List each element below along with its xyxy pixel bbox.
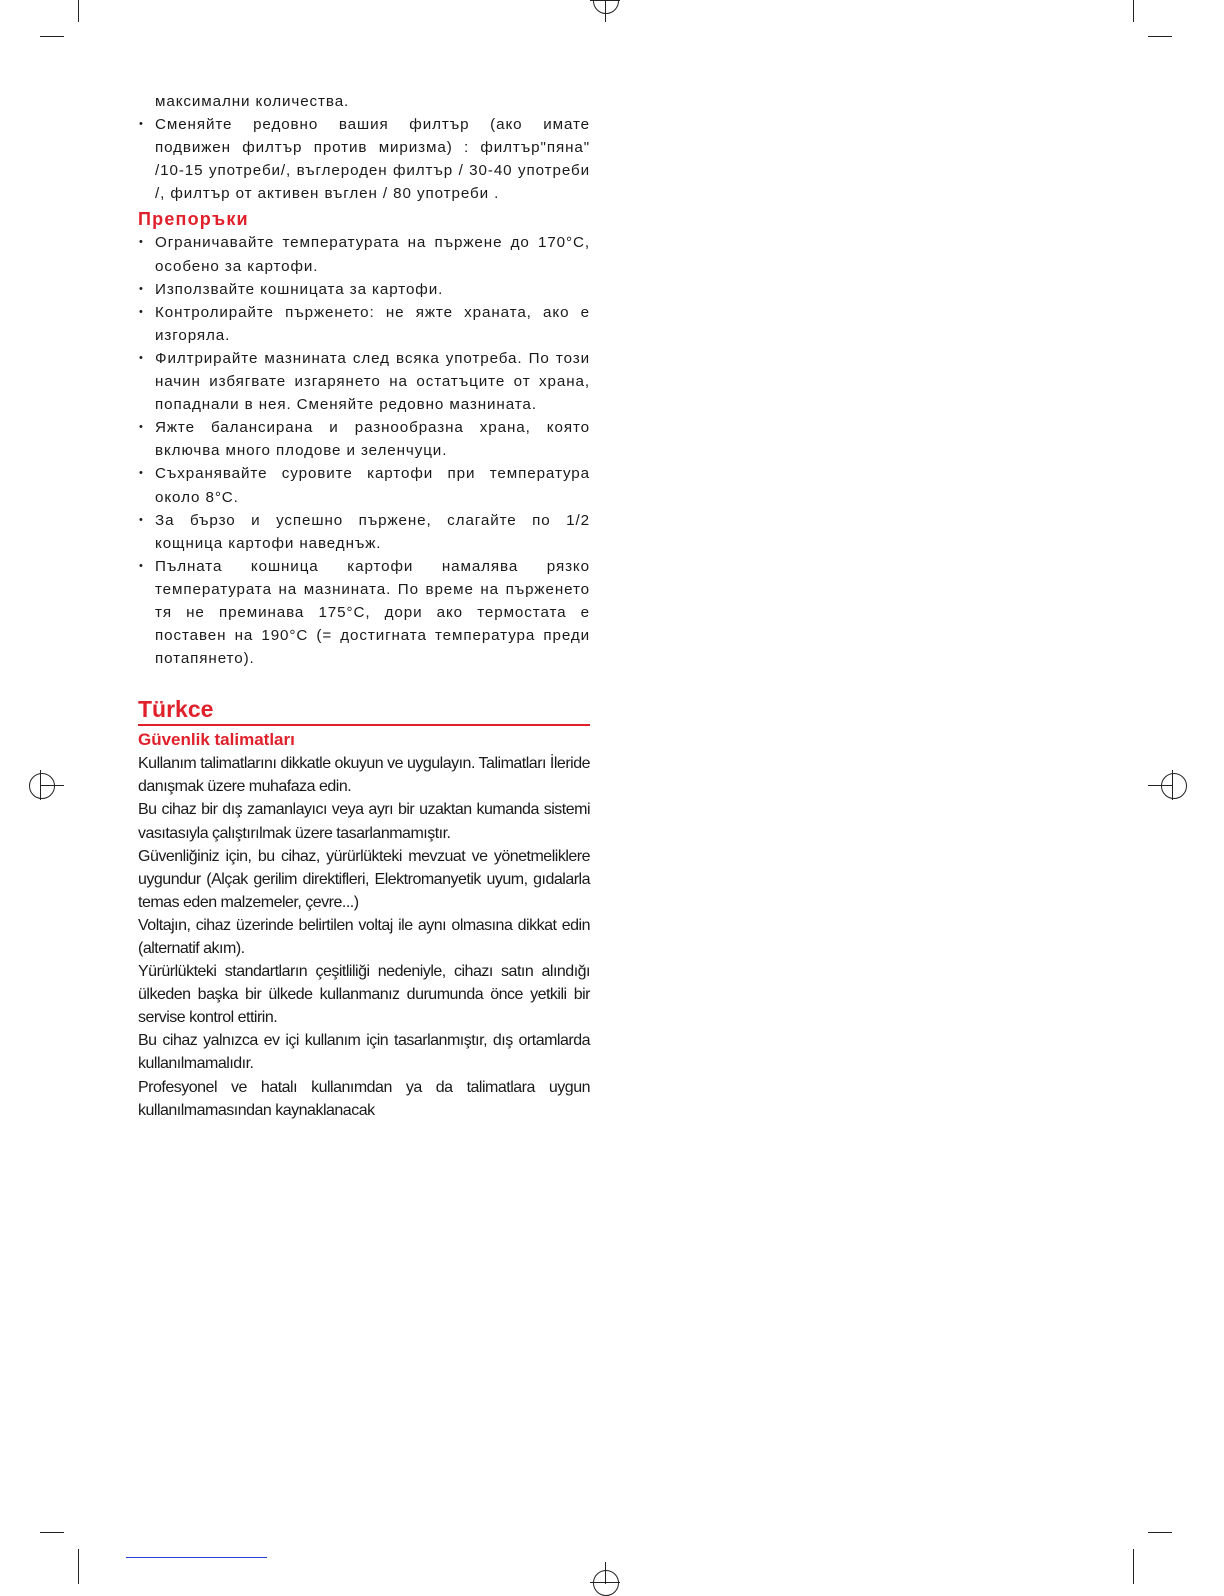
paragraph: Voltajın, cihaz üzerinde belirtilen voltaj ile aynı olmasına dikkat edin (alternatif akım). [138, 916, 590, 957]
paragraph: Bu cihaz yalnızca ev içi kullanım için tasarlanmıştır, dış ortamlarda kullanılmamalıdır. [138, 1032, 590, 1073]
list-item: • Пълната кошница картофи намалява рязко температурата на мазнината. По време на пърженето тя не преминава 175°C, дори ако термостата е поставен на 190°C (= достигната температура преди потапянето). [138, 555, 590, 670]
list-item: • Съхранявайте суровите картофи при температура около 8°C. [138, 462, 590, 508]
list-item: • Сменяйте редовно вашия филтър (ако имате подвижен филтър против миризма) : филтър"пяна" /10-15 употреби/, въглероден филтър / 30-40 употреби /, филтър от активен въглен / 80 употреби . [138, 113, 590, 205]
paragraph: Yürürlükteki standartların çeşitliliği nedeniyle, cihazı satın alındığı ülkeden başka bir ülkede kullanmanız durumunda önce yetkili bir servise kontrol ettirin. [138, 963, 590, 1027]
paragraph: Profesyonel ve hatalı kullanımdan ya da talimatlara uygun kullanılmamasından kaynaklanacak [138, 1078, 590, 1119]
paragraph: Güvenliğiniz için, bu cihaz, yürürlükteki mevzuat ve yönetmeliklere uygundur (Alçak gerilim direktifleri, Elektromanyetik uyum, gıdalarla temas eden malzemeler, çevre...) [138, 847, 590, 911]
recommendations-heading: Препоръки [138, 209, 249, 230]
text-column [138, 90, 590, 1122]
list-item: • Филтрирайте мазнината след всяка употреба. По този начин избягвате изгарянето на остатъците от храна, попаднали в нея. Сменяйте редовно мазнината. [138, 347, 590, 416]
list-item: • Контролирайте пърженето: не яжте храната, ако е изгоряла. [138, 301, 590, 347]
recommendations-list [138, 231, 590, 670]
filter-list [138, 113, 590, 205]
paragraph: Kullanım talimatlarını dikkatle okuyun ve uygulayın. Talimatları İleride danışmak üzere muhafaza edin. [138, 755, 590, 796]
link-underline [126, 1557, 267, 1558]
list-item: • Използвайте кошницата за картофи. [138, 278, 590, 301]
heading-rule [138, 724, 590, 726]
safety-heading: Güvenlik talimatları [138, 730, 295, 750]
list-item: • Ограничавайте температурата на пържене до 170°C, особено за картофи. [138, 231, 590, 277]
continued-text: максимални количества. [155, 93, 350, 110]
paragraph: Bu cihaz bir dış zamanlayıcı veya ayrı bir uzaktan kumanda sistemi vasıtasıyla çalıştırılmak üzere tasarlanmamıştır. [138, 801, 590, 842]
list-item: • Яжте балансирана и разнообразна храна, която включва много плодове и зеленчуци. [138, 416, 590, 462]
language-heading: Türkce [138, 696, 214, 723]
safety-paragraphs [138, 752, 590, 1122]
list-item: • За бързо и успешно пържене, слагайте по 1/2 кощница картофи наведнъж. [138, 509, 590, 555]
